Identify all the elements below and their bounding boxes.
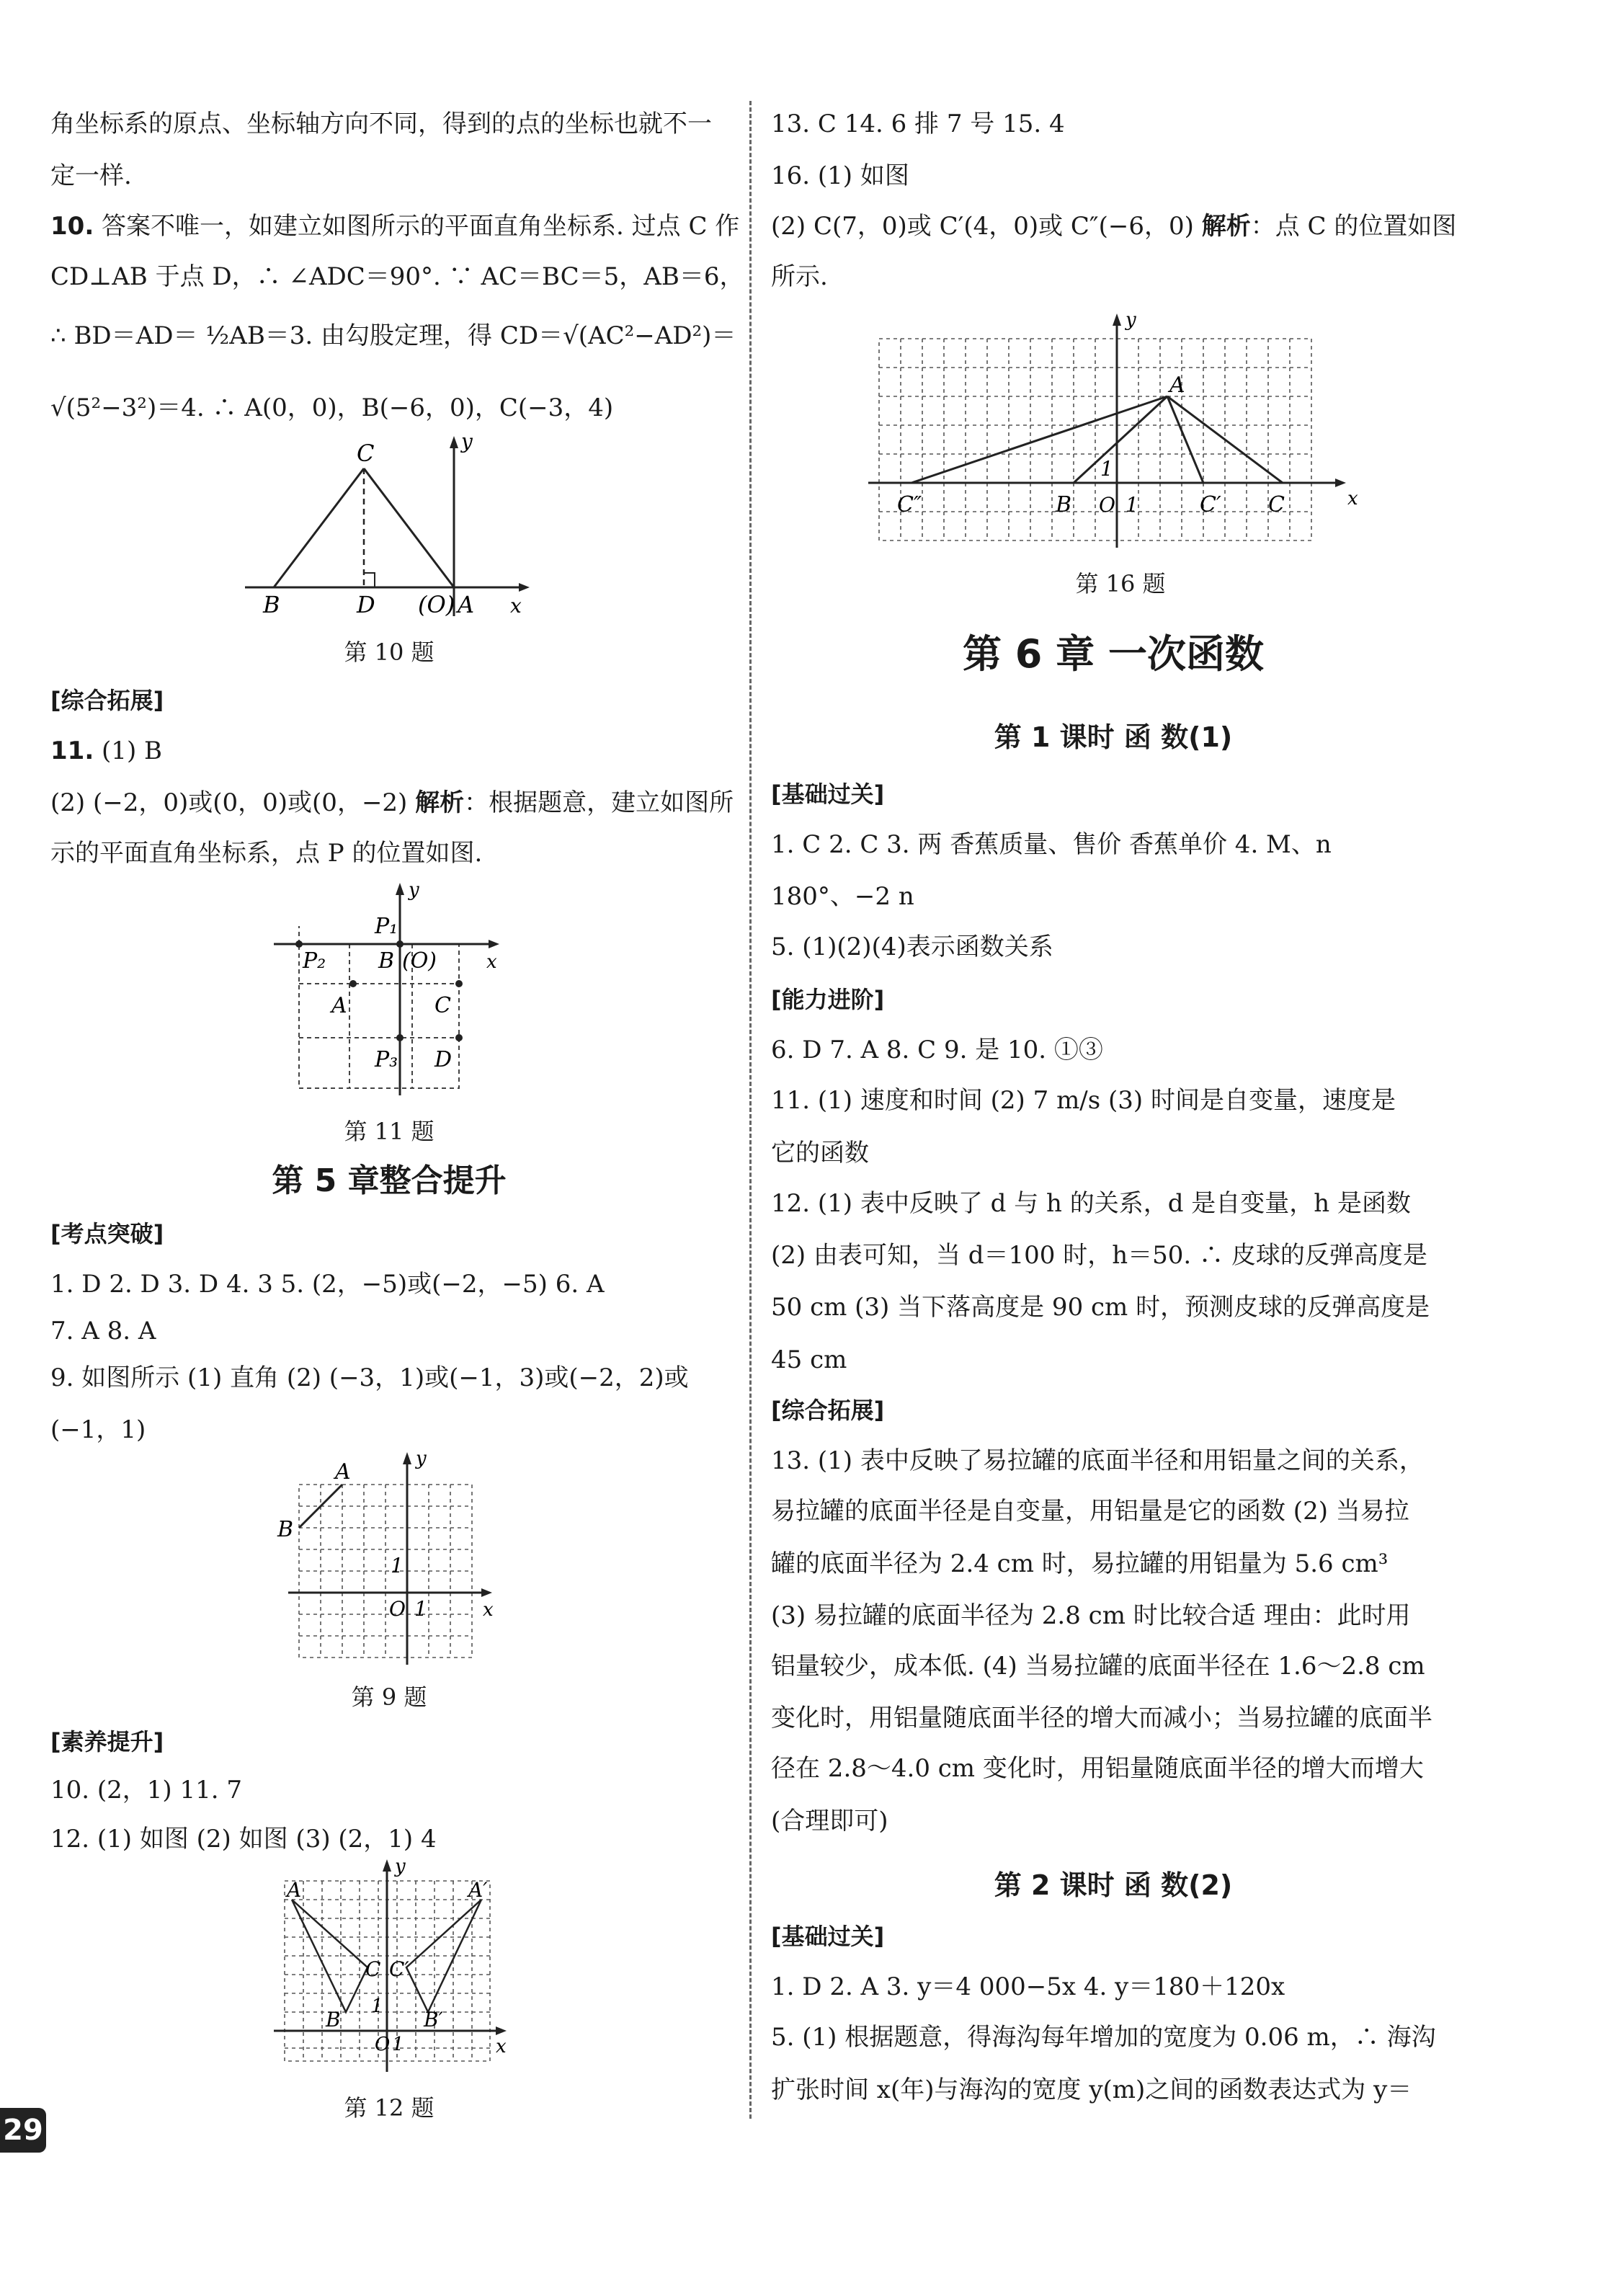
text-line: 罐的底面半径为 2.4 cm 时，易拉罐的用铝量为 5.6 cm³ [771,1549,1389,1578]
figure-9 [267,1449,512,1672]
text-line: √(5²−3²)＝4. ∴ A(0，0)，B(−6，0)，C(−3，4) [50,393,614,422]
section-tag: [基础过关] [771,780,885,808]
label-C-prime: C′ [389,1957,409,1981]
label-A: A [331,993,347,1018]
label-y: y [416,1449,427,1469]
label-one-y: 1 [1100,457,1113,481]
right-column [753,0,1609,2296]
section-tag: [基础过关] [771,1923,885,1950]
section-tag: [综合拓展] [50,687,164,714]
label-B: B [378,948,395,974]
label-x: x [510,594,522,618]
text-line [771,210,1456,242]
label-C-prime: C′ [1200,492,1221,517]
analysis-label: 解析 [415,788,465,817]
text: (2) (−2，0)或(0，0)或(0，−2) [50,788,408,817]
page-number: 29 [0,2108,46,2153]
text: ：点 C 的位置如图 [1250,212,1457,241]
text: 答案不唯一，如建立如图所示的平面直角坐标系. 过点 C 作 [102,212,740,241]
text-line: 扩张时间 x(年)与海沟的宽度 y(m)之间的函数表达式为 y＝ [771,2075,1412,2104]
text-line: 1. D 2. A 3. y＝4 000−5x 4. y＝180＋120x [771,1972,1285,2001]
label-C: C [1268,492,1285,517]
text-line: 9. 如图所示 (1) 直角 (2) (−3，1)或(−1，3)或(−2，2)或 [50,1363,689,1392]
label-C: C [434,993,451,1018]
chapter-6-title: 第 6 章 一次函数 [963,631,1264,677]
text-line: 它的函数 [771,1139,869,1167]
figure-caption: 第 11 题 [344,1118,434,1145]
label-x: x [1347,488,1358,510]
text-line: 定一样. [50,161,132,190]
label-B: B [277,1517,294,1542]
text-line: 铝量较少，成本低. (4) 当易拉罐的底面半径在 1.6～2.8 cm [771,1652,1425,1681]
question-number: 10. [50,212,94,241]
text-line: 所示. [771,262,828,291]
text-line: 50 cm (3) 当下落高度是 90 cm 时，预测皮球的反弹高度是 [771,1293,1430,1322]
label-D: D [357,591,375,618]
figure-10 [245,432,548,620]
label-A: A [1169,373,1185,398]
label-A: A [287,1878,302,1902]
analysis-label: 解析 [1201,212,1251,241]
text-line: 示的平面直角坐标系，点 P 的位置如图. [50,839,483,868]
text-line: CD⊥AB 于点 D，∴ ∠ADC＝90°. ∵ AC＝BC＝5，AB＝6， [50,262,744,291]
label-P3: P₃ [375,1047,398,1072]
text-line [50,787,734,819]
label-one-y: 1 [391,1554,404,1578]
text-line: 11. (1) 速度和时间 (2) 7 m/s (3) 时间是自变量，速度是 [771,1086,1396,1115]
label-x: x [486,951,497,973]
label-A: A [335,1459,351,1485]
question-number: 11. [50,737,94,765]
label-P2: P₂ [303,948,326,974]
text-line: 1. C 2. C 3. 两 香蕉质量、售价 香蕉单价 4. M、n [771,830,1332,859]
label-one-y: 1 [371,1995,383,2017]
text-line: 1. D 2. D 3. D 4. 3 5. (2，−5)或(−2，−5) 6. A [50,1270,605,1299]
section-tag: [综合拓展] [771,1397,885,1424]
text-line: 径在 2.8～4.0 cm 变化时，用铝量随底面半径的增大而增大 [771,1754,1424,1783]
label-B: B [1056,492,1072,517]
label-D: D [434,1047,453,1072]
text-line: 16. (1) 如图 [771,161,909,190]
label-x: x [496,2036,507,2057]
left-column [0,0,749,2296]
text-line: (2) 由表可知，当 d＝100 时，h＝50. ∴ 皮球的反弹高度是 [771,1241,1427,1270]
text-line: 12. (1) 如图 (2) 如图 (3) (2，1) 4 [50,1825,437,1854]
label-C: C [357,440,375,467]
label-O: (O) [402,948,437,974]
figure-caption: 第 12 题 [344,2094,434,2122]
section-tag: [考点突破] [50,1220,164,1247]
section-tag: [素养提升] [50,1728,164,1756]
figure-caption: 第 10 题 [344,638,434,666]
figure-caption: 第 16 题 [1075,570,1166,597]
text-line: 180°、−2 n [771,882,914,911]
text-line: 变化时，用铝量随底面半径的增大而减小；当易拉罐的底面半 [771,1704,1432,1732]
label-B: B [263,591,280,618]
text-line: (3) 易拉罐的底面半径为 2.8 cm 时比较合适 理由：此时用 [771,1601,1411,1630]
text: ：根据题意，建立如图所 [464,788,734,817]
figure-16 [868,310,1401,555]
label-O: O [375,2034,391,2055]
text-line: 7. A 8. A [50,1317,156,1345]
figure-caption: 第 9 题 [351,1683,427,1711]
lesson-2-title: 第 2 课时 函 数(2) [994,1869,1233,1901]
text-line: (合理即可) [771,1807,888,1836]
label-C: C [365,1957,381,1981]
text-line: 5. (1)(2)(4)表示函数关系 [771,933,1053,961]
label-A: A [458,591,475,618]
text: (1) B [102,737,163,765]
chapter-5-review-title: 第 5 章整合提升 [272,1162,507,1199]
lesson-1-title: 第 1 课时 函 数(1) [994,721,1233,753]
text-line: ∴ BD＝AD＝ ½AB＝3. 由勾股定理，得 CD＝√(AC²−AD²)＝ [50,321,736,350]
text-line: 10. (2，1) 11. 7 [50,1776,242,1805]
label-O: (O) [418,591,455,618]
label-B: B [326,2008,341,2032]
label-y: y [409,879,419,901]
label-one-x: 1 [1126,493,1138,517]
label-one-x: 1 [392,2034,404,2055]
label-y: y [395,1859,406,1877]
label-B-prime: B′ [424,2008,443,2032]
label-one-x: 1 [414,1597,427,1621]
text: (2) C(7，0)或 C′(4，0)或 C″(−6，0) [771,212,1194,241]
text-line: 6. D 7. A 8. C 9. 是 10. ①③ [771,1036,1103,1064]
label-O: O [389,1597,406,1621]
figure-11 [259,876,519,1106]
text-line: 12. (1) 表中反映了 d 与 h 的关系，d 是自变量，h 是函数 [771,1189,1412,1218]
text-line: 45 cm [771,1345,847,1374]
text-line: (−1，1) [50,1415,146,1444]
question-10 [50,210,739,242]
text-line: 13. C 14. 6 排 7 号 15. 4 [771,110,1065,138]
figure-12 [267,1859,512,2083]
label-x: x [483,1599,494,1621]
label-C-double-prime: C″ [897,492,922,517]
section-tag: [能力进阶] [771,986,885,1013]
question-11 [50,735,162,767]
label-A-prime: A′ [468,1878,488,1902]
text-line: 13. (1) 表中反映了易拉罐的底面半径和用铝量之间的关系， [771,1446,1424,1475]
label-y: y [461,432,473,453]
text-line: 5. (1) 根据题意，得海沟每年增加的宽度为 0.06 m，∴ 海沟 [771,2023,1436,2052]
column-divider [749,101,752,2119]
label-y: y [1126,310,1136,331]
label-O: O [1099,493,1115,517]
label-P1: P₁ [375,914,398,939]
text-line: 易拉罐的底面半径是自变量，用铝量是它的函数 (2) 当易拉 [771,1497,1409,1526]
text-line: 角坐标系的原点、坐标轴方向不同，得到的点的坐标也就不一 [50,110,712,138]
